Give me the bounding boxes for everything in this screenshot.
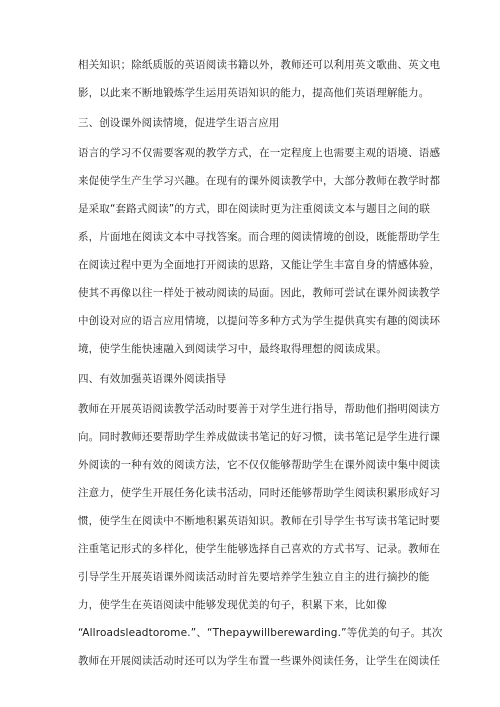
text-line: 影，以此来不断地锻炼学生运用英语知识的能力，提高他们英语理解能力。	[78, 87, 430, 99]
text-line: 注意力，使学生开展任务化读书活动，同时还能够帮助学生阅读积累形成好习	[78, 487, 441, 499]
text-line: 力，使学生在英语阅读中能够发现优美的句子，积累下来，比如像	[78, 599, 387, 611]
text-line: 使其不再像以往一样处于被动阅读的局面。因此，教师可尝试在课外阅读教学	[78, 287, 441, 299]
text-line: 外阅读的一种有效的阅读方法，它不仅仅能够帮助学生在课外阅读中集中阅读	[78, 459, 441, 471]
text-line: 向。同时教师还要帮助学生养成做读书笔记的好习惯，读书笔记是学生进行课	[78, 431, 441, 443]
text-line: 境，使学生能快速融入到阅读学习中，最终取得理想的阅读成果。	[78, 343, 387, 355]
text-line: 在阅读过程中更为全面地打开阅读的思路，又能让学生丰富自身的情感体验，	[78, 259, 441, 271]
text-line: 注重笔记形式的多样化，使学生能够选择自己喜欢的方式书写、记录。教师在	[78, 543, 441, 555]
text-line: 是采取“套路式阅读”的方式，即在阅读时更为注重阅读文本与题目之间的联	[78, 203, 430, 215]
text-line: 语言的学习不仅需要客观的教学方式，在一定程度上也需要主观的语境、语感	[78, 147, 441, 159]
text-line: 教师在开展英语阅读教学活动时要善于对学生进行指导，帮助他们指明阅读方	[78, 403, 441, 415]
text-line: 系，片面地在阅读文本中寻找答案。而合理的阅读情境的创设，既能帮助学生	[78, 231, 441, 243]
text-line: 来促使学生产生学习兴趣。在现有的课外阅读教学中，大部分教师在教学时都	[78, 175, 441, 187]
section-heading: 四、有效加强英语课外阅读指导	[78, 373, 227, 385]
text-line: 相关知识；除纸质版的英语阅读书籍以外，教师还可以利用英文歌曲、英文电	[78, 59, 441, 71]
text-line: “Allroadsleadtorome.”、“Thepaywillberewarding.”等优美的句子。其次	[78, 627, 443, 639]
text-line: 引导学生开展英语课外阅读活动时首先要培养学生独立自主的进行摘抄的能	[78, 571, 430, 583]
text-line: 教师在开展阅读活动时还可以为学生布置一些课外阅读任务，让学生在阅读任	[78, 655, 441, 667]
text-line: 中创设对应的语言应用情境，以提问等多种方式为学生提供真实有趣的阅读环	[78, 315, 441, 327]
text-line: 惯，使学生在阅读中不断地积累英语知识。教师在引导学生书写读书笔记时要	[78, 515, 441, 527]
section-heading: 三、创设课外阅读情境，促进学生语言应用	[78, 117, 280, 129]
